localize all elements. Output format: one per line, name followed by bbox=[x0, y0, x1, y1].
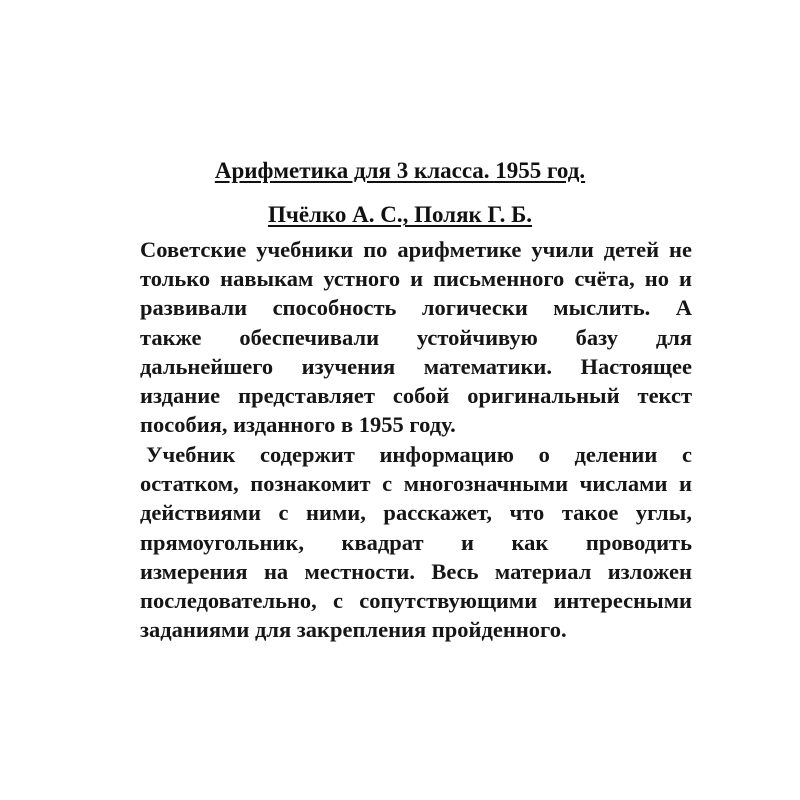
text-line: измерения на местности. Весь материал изложен bbox=[140, 558, 692, 584]
document-authors: Пчёлко А. С., Поляк Г. Б. bbox=[267, 202, 533, 227]
text-line: Советские учебники по арифметике учили детей не bbox=[140, 237, 692, 262]
text-line: дальнейшего изучения математики. Настоящее bbox=[140, 353, 692, 379]
document-title: Арифметика для 3 класса. 1955 год. bbox=[214, 158, 586, 183]
text-line: только навыкам устного и письменного счёта, но и bbox=[140, 266, 692, 292]
text-line: издание представляет собой оригинальный текст bbox=[140, 383, 692, 409]
text-line: Учебник содержит информацию о делении с bbox=[146, 442, 692, 467]
paragraph-contents bbox=[140, 440, 692, 644]
text-line: также обеспечивали устойчивую базу для bbox=[140, 324, 692, 350]
text-line: заданиями для закрепления пройденного. bbox=[140, 617, 567, 643]
text-line: последовательно, с сопутствующими интересными bbox=[140, 588, 692, 614]
text-line: развивали способность логически мыслить. А bbox=[140, 295, 692, 321]
text-line: пособия, изданного в 1955 году. bbox=[140, 412, 456, 438]
paragraph-intro bbox=[140, 235, 692, 439]
text-line: действиями с ними, расскажет, что такое углы, bbox=[140, 500, 692, 526]
text-line: остатком, познакомит с многозначными числами и bbox=[140, 471, 692, 497]
text-line: прямоугольник, квадрат и как проводить bbox=[140, 529, 692, 555]
